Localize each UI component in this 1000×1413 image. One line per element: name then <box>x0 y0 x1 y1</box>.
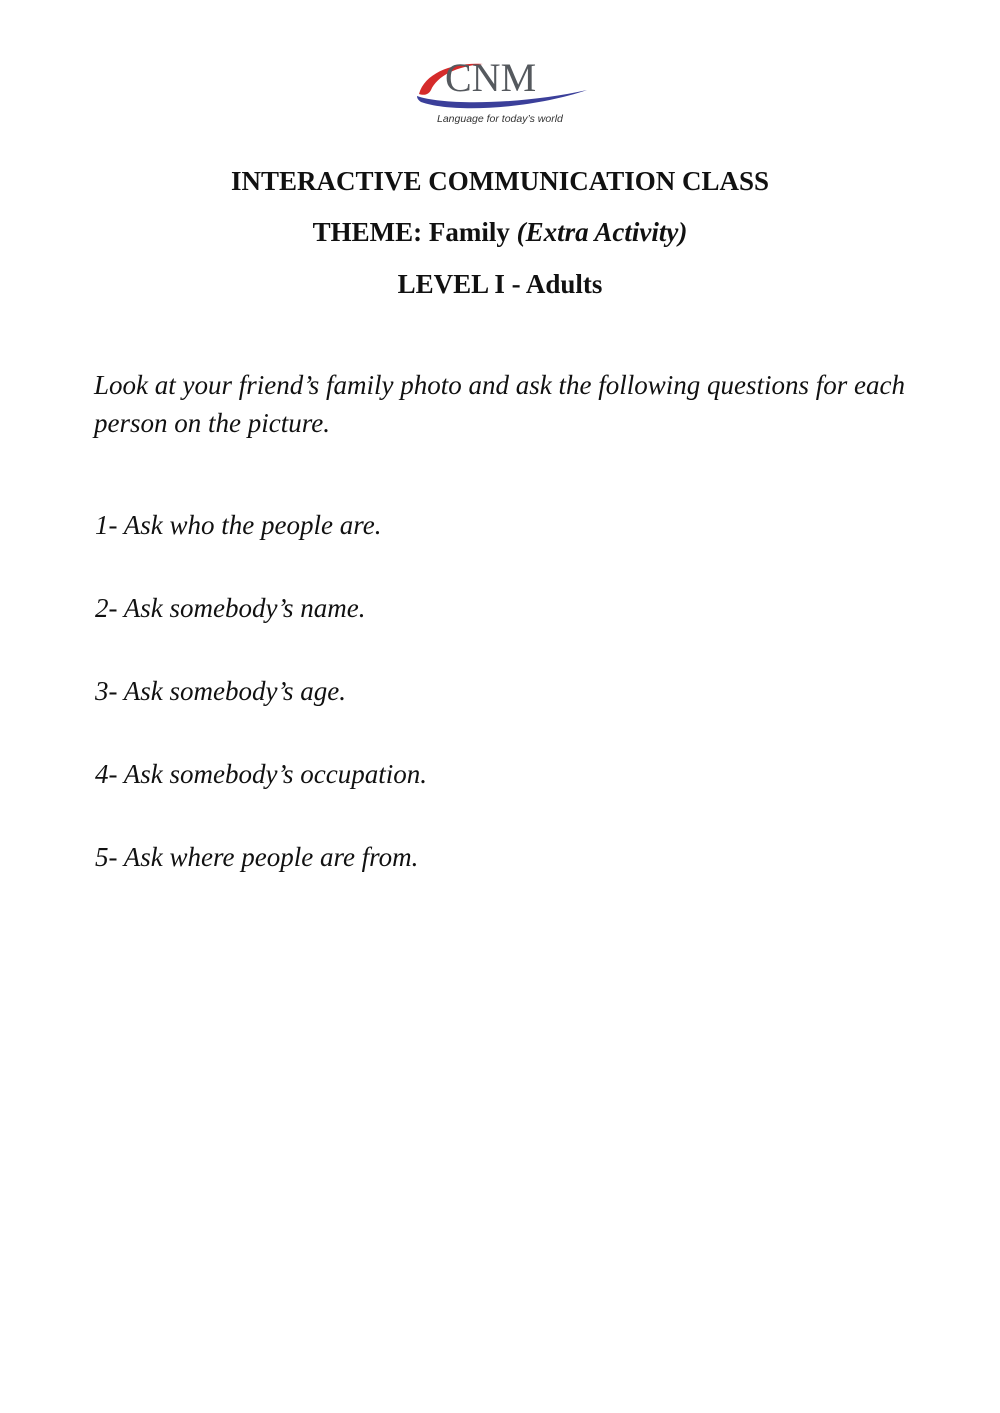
question-item: 2- Ask somebody’s name. <box>95 593 366 623</box>
logo-tagline: Language for today’s world <box>437 113 563 125</box>
instructions-text: Look at your friend’s family photo and ask the following questions for each person on the picture. <box>94 370 905 438</box>
theme-label: THEME: Family <box>312 217 517 247</box>
cnm-logo <box>415 54 590 132</box>
logo-wordmark: CNM <box>445 55 537 100</box>
question-item: 5- Ask where people are from. <box>95 842 419 872</box>
question-item: 1- Ask who the people are. <box>95 510 382 540</box>
theme-title <box>0 216 1000 248</box>
theme-emphasis: (Extra Activity) <box>516 217 688 247</box>
question-list <box>95 505 427 920</box>
question-item: 4- Ask somebody’s occupation. <box>95 759 427 789</box>
level-title: LEVEL I - Adults <box>397 269 603 299</box>
question-item: 3- Ask somebody’s age. <box>95 676 346 706</box>
class-title: INTERACTIVE COMMUNICATION CLASS <box>230 166 770 196</box>
